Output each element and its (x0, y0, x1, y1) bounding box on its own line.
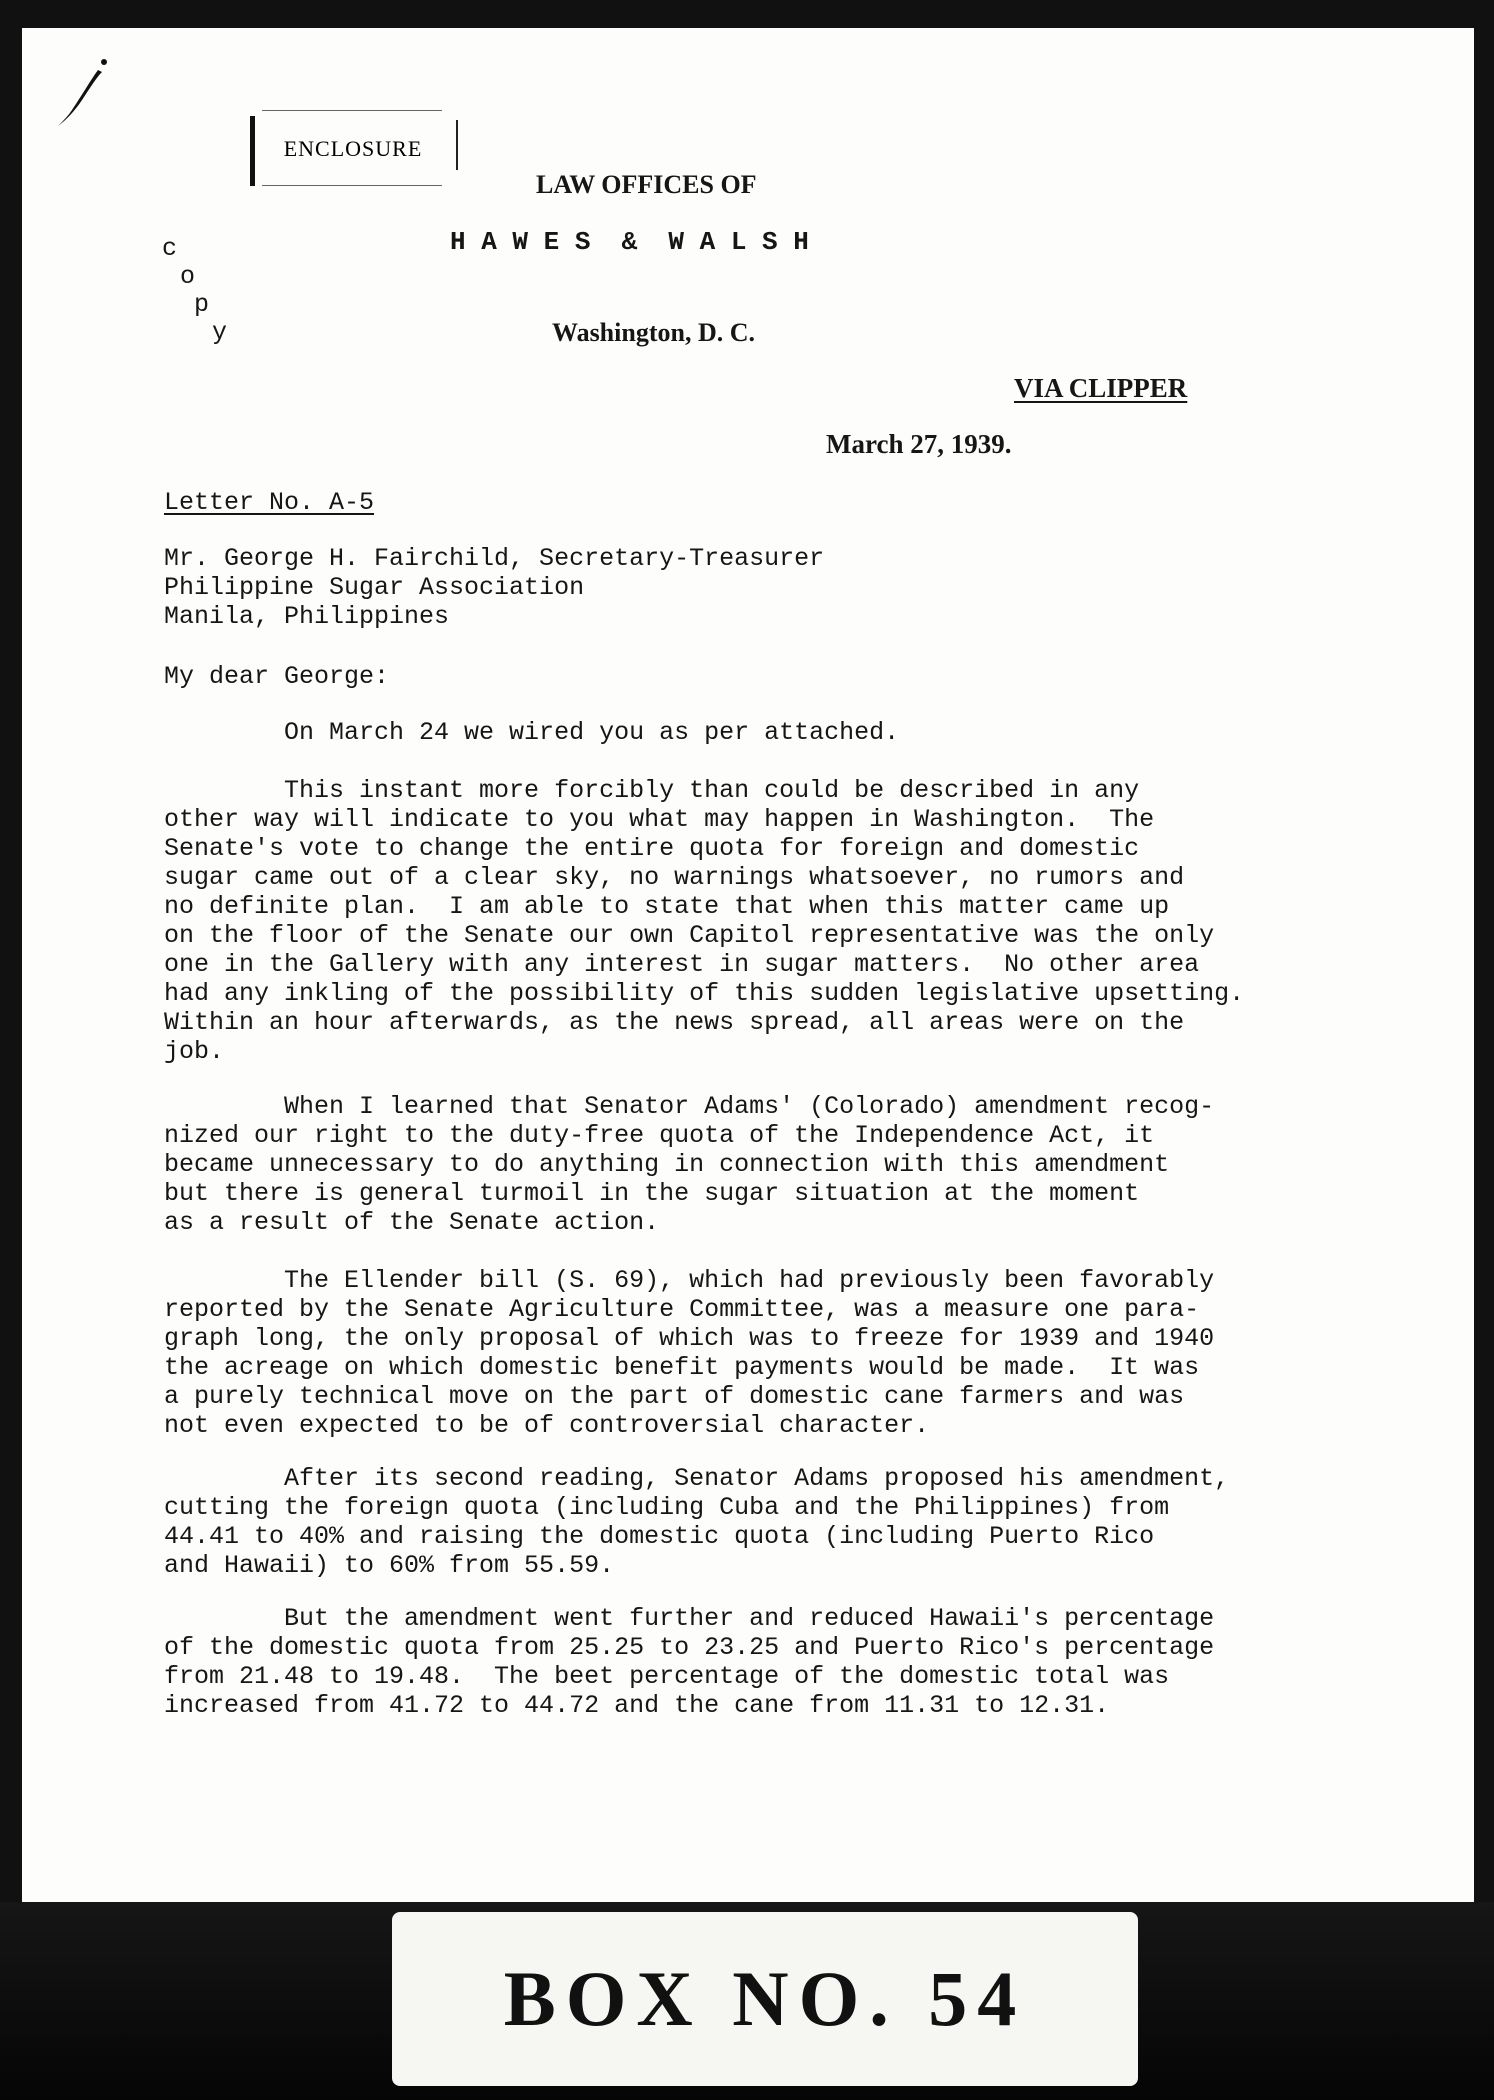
letterhead-city: Washington, D. C. (552, 318, 755, 347)
copy-mark-c: c (162, 234, 178, 263)
addressee-line-2: Philippine Sugar Association (164, 573, 585, 602)
paragraph-1: On March 24 we wired you as per attached. (164, 718, 900, 747)
via-clipper: VIA CLIPPER (1014, 373, 1188, 403)
addressee-line-1: Mr. George H. Fairchild, Secretary-Treasurer (164, 544, 825, 573)
enclosure-label: ENCLOSURE (283, 136, 423, 161)
addressee-line-3: Manila, Philippines (164, 602, 450, 631)
letter-date: March 27, 1939. (826, 429, 1012, 459)
copy-mark-o: o (180, 262, 196, 291)
letterhead-title: LAW OFFICES OF (536, 170, 757, 199)
paragraph-2: This instant more forcibly than could be described in any other way will indicate to you what may happen in Washington. The Senate's vote to change the entire quota for foreign and domestic sugar came out of a clear sky, no warnings whatsoever, no rumors and no definite plan. I am able to state that when this matter came up on the floor of the Senate our own Capitol representative was the only one in the Gallery with any interest in sugar matters. No other area had any inkling of the possibility of this sudden legislative upsetting. Within an hour afterwards, as the news spread, all areas were on the job. (164, 776, 1245, 1066)
enclosure-stamp (252, 110, 454, 188)
salutation: My dear George: (164, 662, 390, 691)
paragraph-4: The Ellender bill (S. 69), which had previously been favorably reported by the Senate Agriculture Committee, was a measure one para- graph long, the only proposal of which was to freeze for 1939 and 1940 the acreage on which domestic benefit payments would be made. It was a purely technical move on the part of domestic cane farmers and was not even expected to be of controversial character. (164, 1266, 1215, 1440)
box-number-label: BOX NO. 54 (392, 1912, 1138, 2086)
letterhead-firm: H A W E S & W A L S H (450, 227, 809, 257)
copy-mark-y: y (212, 318, 228, 347)
paragraph-5: After its second reading, Senator Adams proposed his amendment, cutting the foreign quota (including Cuba and the Philippines) from 44.41 to 40% and raising the domestic quota (including Puerto Rico and Hawaii) to 60% from 55.59. (164, 1464, 1230, 1580)
paragraph-6: But the amendment went further and reduced Hawaii's percentage of the domestic quota from 25.25 to 23.25 and Puerto Rico's percentage from 21.48 to 19.48. The beet percentage of the domestic total was increased from 41.72 to 44.72 and the cane from 11.31 to 12.31. (164, 1604, 1215, 1720)
paragraph-3: When I learned that Senator Adams' (Colorado) amendment recog- nized our right to the duty-free quota of the Independence Act, it became unnecessary to do anything in connection with this amendment but there is general turmoil in the sugar situation at the moment as a result of the Senate action. (164, 1092, 1215, 1237)
ink-mark-icon (48, 48, 128, 138)
document-page (22, 28, 1474, 1902)
letter-number: Letter No. A-5 (164, 488, 375, 517)
copy-mark-p: p (194, 290, 210, 319)
